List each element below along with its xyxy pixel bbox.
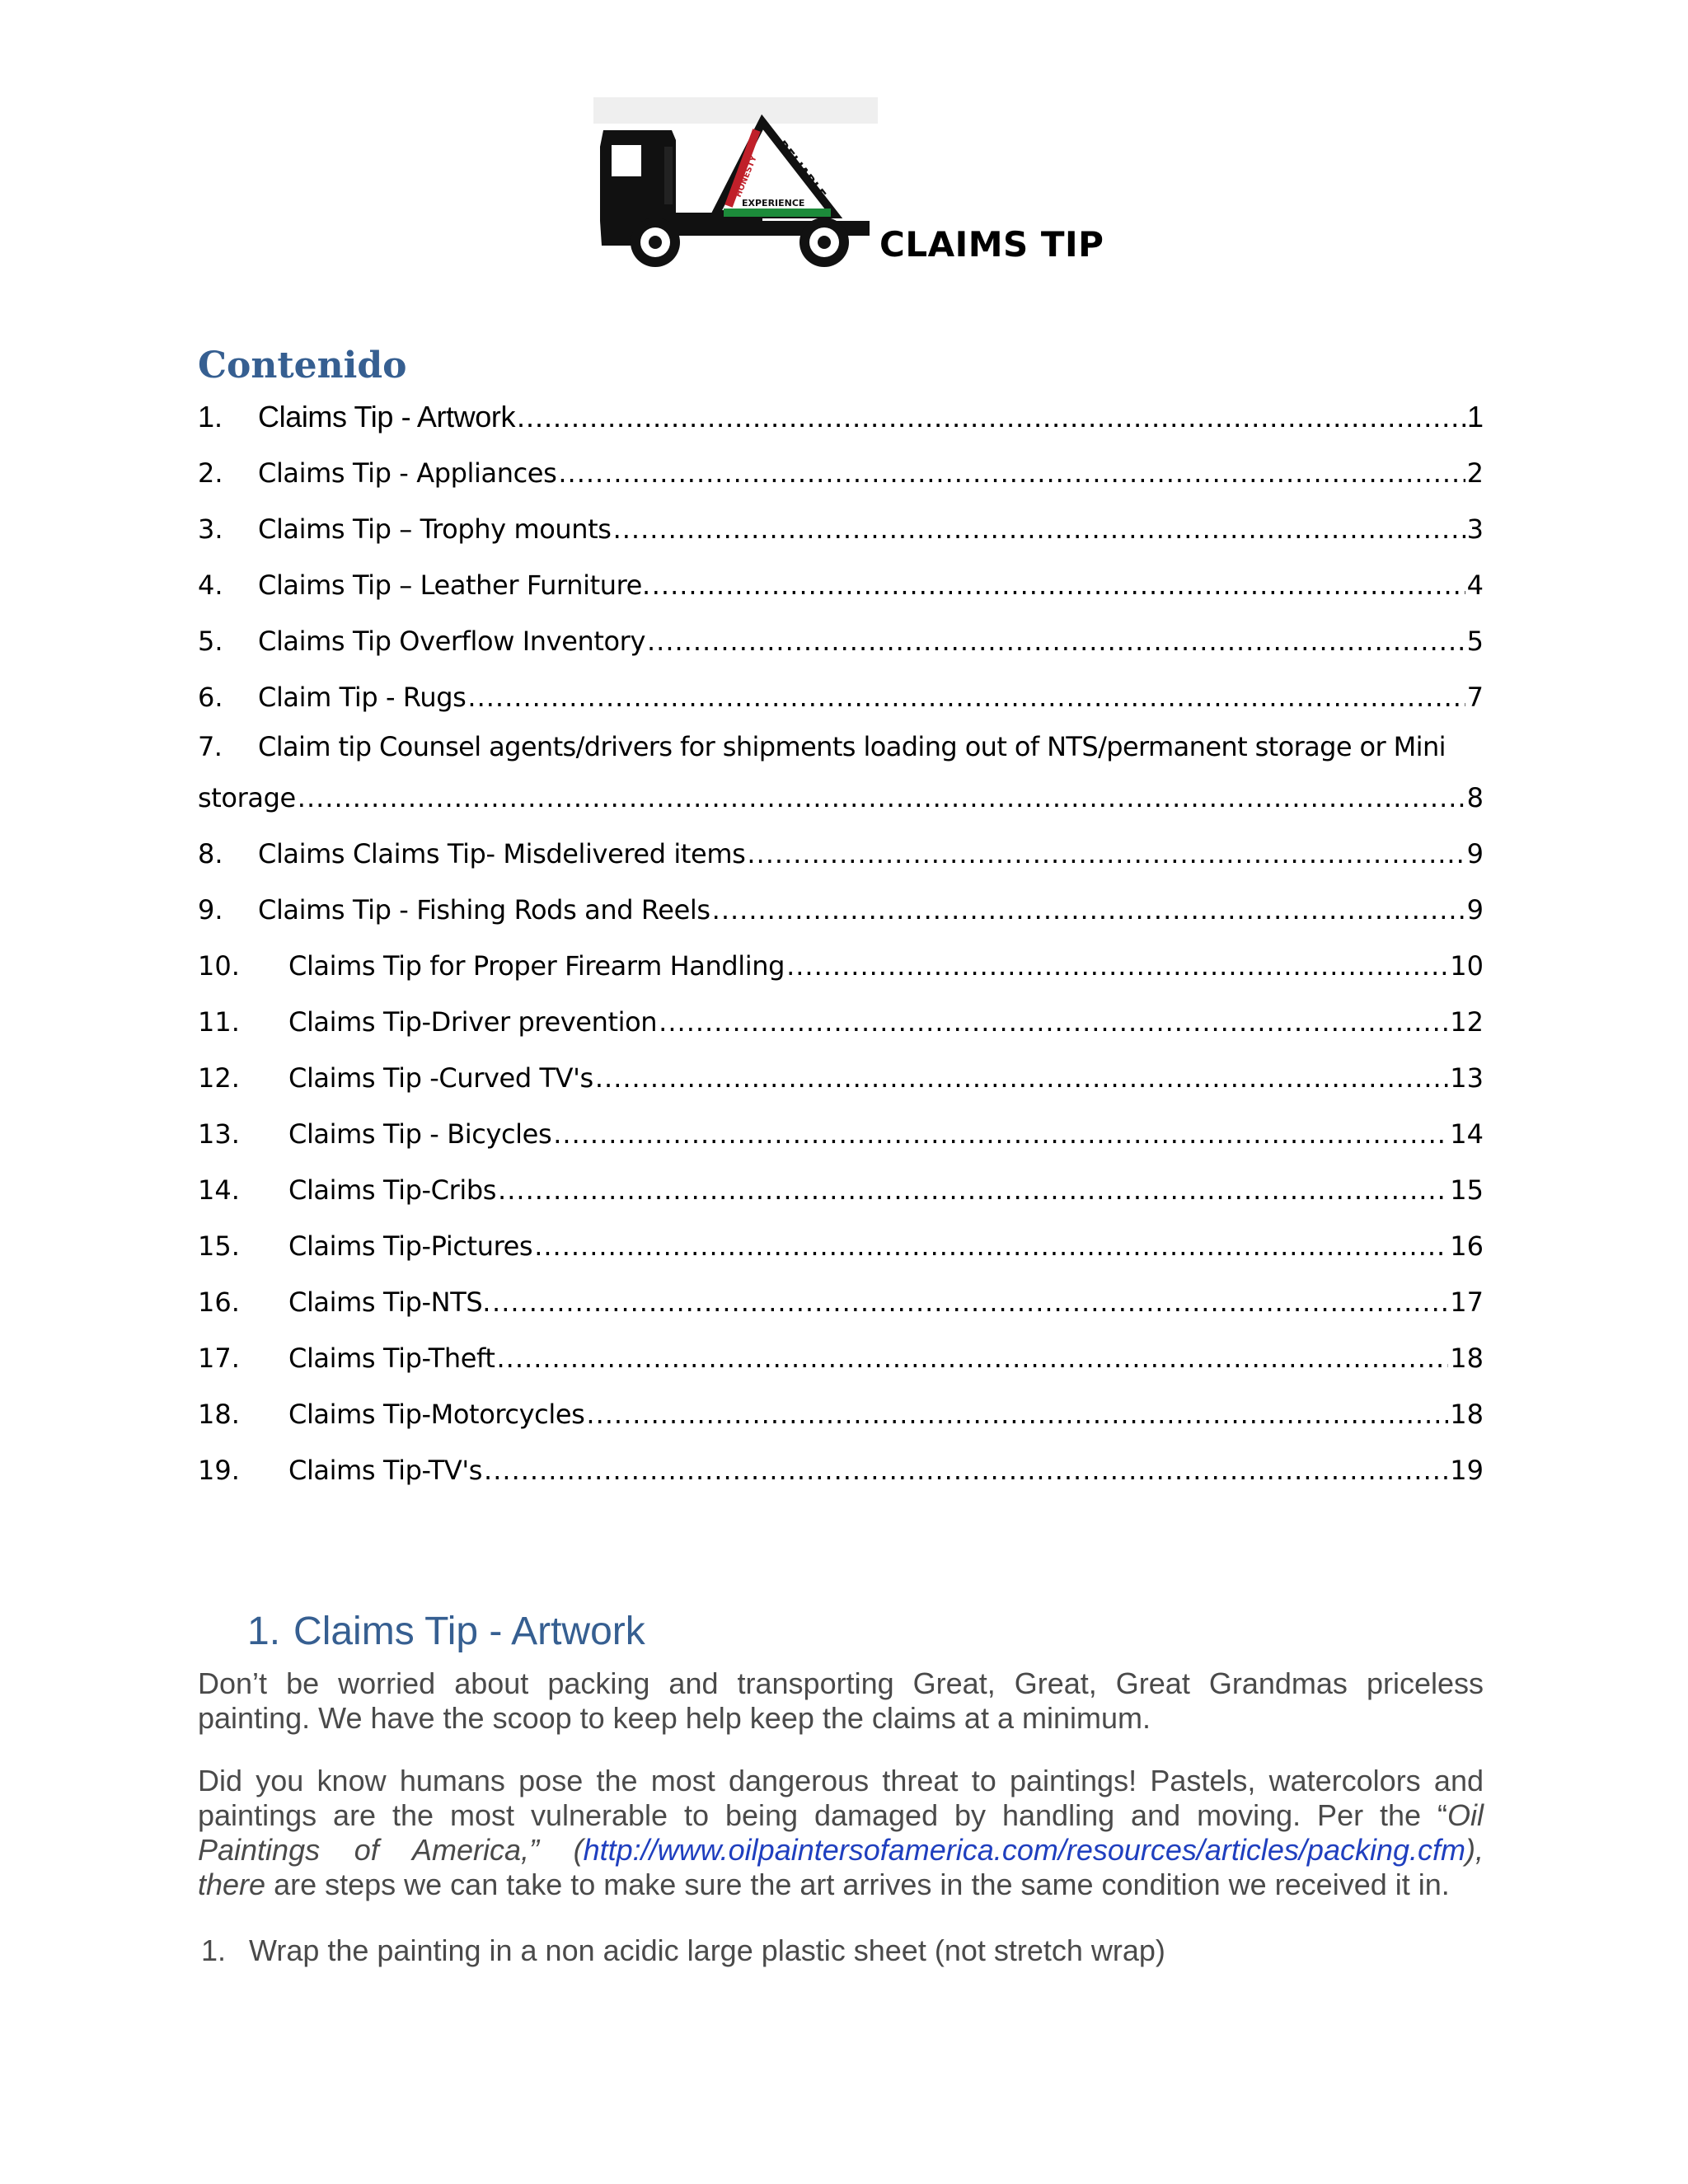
toc-item-page: 3 [1466,513,1484,545]
toc-item-page: 17 [1450,1286,1484,1318]
toc-item-title: storage [198,782,296,813]
logo-word-experience: EXPERIENCE [742,198,805,209]
toc-item-number: 12. [198,1062,240,1094]
toc-leader-dots [659,1005,1448,1038]
toc-item-title: Claims Tip-Driver prevention [288,1006,658,1038]
toc-item-title: Claims Tip – Trophy mounts [258,513,612,545]
toc-item-title: Claims Tip - Appliances [258,457,557,489]
toc-heading: Contenido [198,344,407,387]
source-link[interactable]: http://www.oilpaintersofamerica.com/resources/articles/packing.cfm [583,1833,1465,1867]
toc-leader-dots [534,1230,1448,1263]
paragraph-line [198,1868,1484,1902]
toc-item-number: 14. [198,1174,240,1206]
toc-item-13[interactable] [198,1111,1484,1151]
toc-leader-dots [652,569,1465,602]
toc-item-11[interactable] [198,999,1484,1038]
toc-item-number: 19. [198,1455,240,1486]
toc-item-title: Claims Tip-NTS. [288,1286,491,1318]
toc-item-page: 5 [1466,626,1484,657]
toc-item-title: Claims Tip-Cribs [288,1174,497,1206]
toc-item-18[interactable] [198,1391,1484,1431]
toc-item-3[interactable] [198,506,1484,546]
toc-item-title: Claims Tip for Proper Firearm Handling [288,950,785,982]
toc-item-page: 12 [1450,1006,1484,1038]
paragraph-line [198,1833,1484,1868]
toc-item-page: 8 [1466,782,1484,813]
toc-item-number: 8. [198,838,223,869]
toc-item-page: 9 [1466,838,1484,869]
toc-item-page: 18 [1450,1343,1484,1374]
section-number: 1. [247,1610,281,1653]
company-logo [593,97,878,274]
toc-item-number: 4. [198,569,223,601]
toc-leader-dots [484,1454,1448,1487]
toc-leader-dots [558,457,1465,490]
toc-item-page: 15 [1450,1174,1484,1206]
toc-item-19[interactable] [198,1447,1484,1487]
paragraph-line: painting. We have the scoop to keep help keep the claims at a minimum. [198,1701,1151,1735]
toc-item-6[interactable] [198,674,1484,714]
logo-word-honesty: HONESTY [734,154,759,199]
toc-item-title: Claims Tip Overflow Inventory [258,626,645,657]
toc-item-8[interactable] [198,831,1484,870]
paragraph-text: are steps we can take to make sure the art arrives in the same condition we received it in. [265,1868,1450,1901]
paragraph-intro [198,1666,1484,1736]
toc-item-number: 5. [198,626,223,657]
toc-item-title: Claims Tip - Artwork [258,400,516,434]
toc-item-page: 16 [1450,1230,1484,1262]
toc-item-number: 17. [198,1343,240,1374]
toc-leader-dots [517,401,1465,434]
toc-item-10[interactable] [198,943,1484,982]
toc-item-title: Claims Tip-Theft [288,1343,495,1374]
toc-item-number: 10. [198,950,240,982]
toc-leader-dots [595,1062,1448,1094]
toc-item-15[interactable] [198,1223,1484,1263]
toc-item-1[interactable] [198,394,1484,434]
paragraph-line: Did you know humans pose the most dangerous threat to paintings! Pastels, watercolors and [198,1764,1484,1797]
source-title-part: ), [1465,1833,1484,1867]
toc-item-number: 2. [198,457,223,489]
toc-item-title: Claims Tip – Leather Furniture. [258,569,650,601]
toc-item-title: Claims Claims Tip- Misdelivered items [258,838,746,869]
toc-item-page: 9 [1466,894,1484,926]
toc-leader-dots [747,837,1465,870]
list-item [201,1933,1165,1968]
toc-item-page: 1 [1466,400,1484,434]
toc-leader-dots [613,513,1465,546]
section-heading [247,1609,645,1654]
toc-item-title-line-1: Claim tip Counsel agents/drivers for shipments loading out of NTS/permanent storage or Mini [258,731,1446,762]
toc-item-title: Claims Tip -Curved TV's [288,1062,593,1094]
paragraph-italic-word: there [198,1868,266,1901]
toc-leader-dots [786,949,1448,982]
toc-leader-dots [553,1118,1448,1151]
toc-leader-dots [498,1174,1448,1207]
toc-item-number: 6. [198,682,223,713]
toc-item-page: 19 [1450,1455,1484,1486]
toc-item-4[interactable] [198,562,1484,602]
toc-item-9[interactable] [198,887,1484,926]
toc-item-number: 1. [198,400,223,434]
toc-item-number: 18. [198,1399,240,1430]
paragraph-line [198,1798,1484,1833]
toc-item-number: 9. [198,894,223,926]
toc-item-14[interactable] [198,1167,1484,1207]
toc-item-17[interactable] [198,1335,1484,1375]
toc-item-title: Claims Tip-Motorcycles [288,1399,585,1430]
list-item-text: Wrap the painting in a non acidic large plastic sheet (not stretch wrap) [249,1933,1165,1967]
toc-item-number: 7. [198,731,223,762]
toc-item-page: 13 [1450,1062,1484,1094]
toc-item-12[interactable] [198,1055,1484,1094]
toc-item-7[interactable] [198,775,1484,814]
toc-item-number: 15. [198,1230,240,1262]
toc-item-16[interactable] [198,1279,1484,1319]
source-title-part: Oil [1447,1798,1484,1832]
toc-leader-dots [467,681,1465,714]
paragraph-line: Don’t be worried about packing and transporting Great, Great, Great Grandmas priceless [198,1666,1484,1700]
toc-item-page: 2 [1466,457,1484,489]
toc-item-title: Claims Tip - Fishing Rods and Reels [258,894,710,926]
truck-icon [593,97,878,274]
toc-leader-dots [492,1286,1448,1319]
toc-item-page: 4 [1466,569,1484,601]
toc-item-2[interactable] [198,450,1484,490]
toc-item-page: 10 [1450,950,1484,982]
toc-item-page: 7 [1466,682,1484,713]
toc-leader-dots [586,1398,1448,1431]
toc-item-page: 18 [1450,1399,1484,1430]
paragraph-text: paintings are the most vulnerable to being damaged by handling and moving. Per the “ [198,1798,1447,1832]
toc-item-number: 11. [198,1006,240,1038]
toc-item-title: Claim Tip - Rugs [258,682,467,713]
toc-item-page: 14 [1450,1118,1484,1150]
logo-word-reliable: RELIABLE [773,137,830,203]
toc-item-number: 16. [198,1286,240,1318]
toc-item-number: 13. [198,1118,240,1150]
toc-leader-dots [497,1342,1449,1375]
toc-item-title: Claims Tip-Pictures [288,1230,533,1262]
source-title-part: Paintings of America,” ( [198,1833,584,1867]
toc-leader-dots [647,625,1465,658]
toc-item-7-line-1[interactable] [198,730,1484,770]
section-title: Claims Tip - Artwork [293,1610,645,1653]
toc-leader-dots [712,893,1465,926]
list-item-number: 1. [201,1933,227,1967]
paragraph-details [198,1764,1484,1902]
toc-item-number: 3. [198,513,223,545]
page-title: CLAIMS TIP [879,224,1104,265]
toc-leader-dots [298,781,1465,814]
toc-item-5[interactable] [198,618,1484,658]
toc-item-title: Claims Tip-TV's [288,1455,483,1486]
toc-item-title: Claims Tip - Bicycles [288,1118,552,1150]
